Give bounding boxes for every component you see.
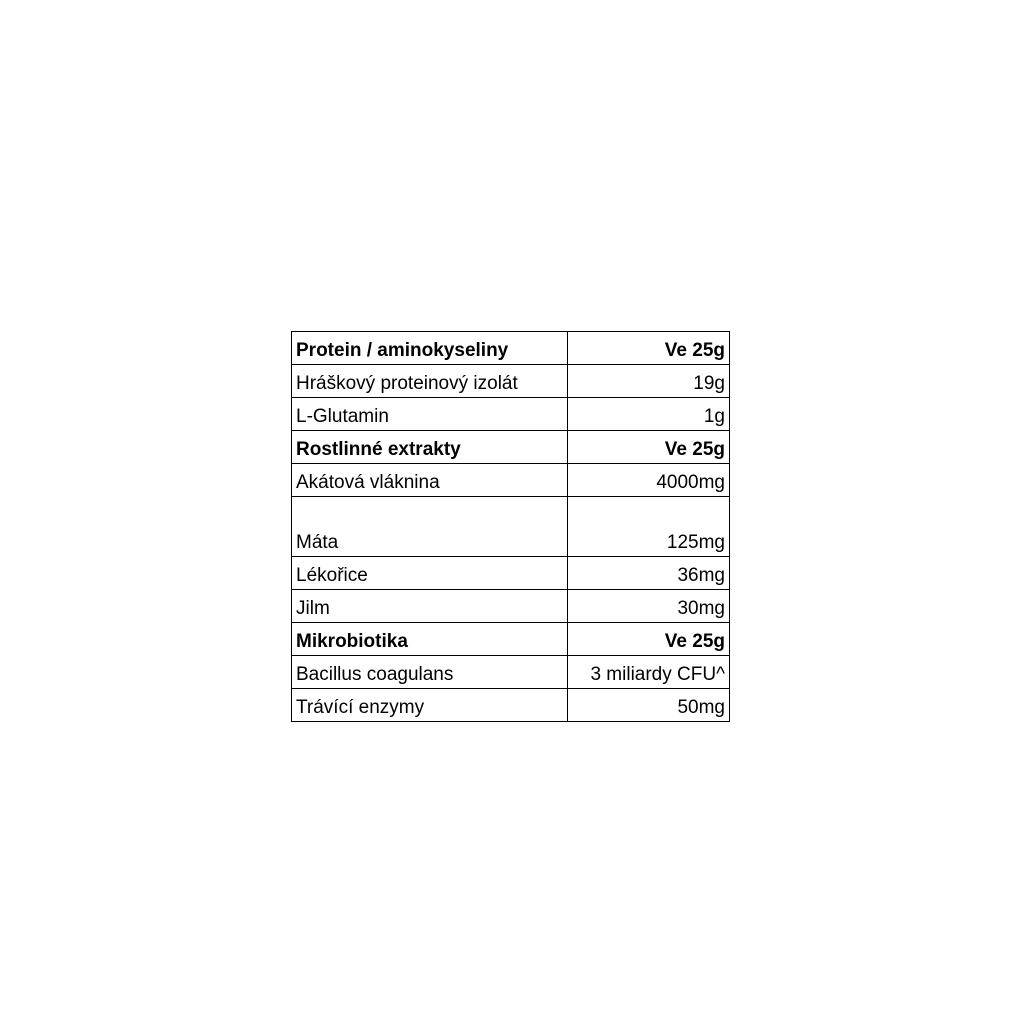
ingredient-amount: 1g xyxy=(568,398,730,431)
ingredient-amount: 19g xyxy=(568,365,730,398)
table-row xyxy=(292,497,730,557)
ingredient-name: L-Glutamin xyxy=(292,398,568,431)
section-name: Rostlinné extrakty xyxy=(292,431,568,464)
section-header-row xyxy=(292,623,730,656)
ingredient-name: Hráškový proteinový izolát xyxy=(292,365,568,398)
ingredient-amount: 4000mg xyxy=(568,464,730,497)
ingredient-name: Jilm xyxy=(292,590,568,623)
table-row xyxy=(292,590,730,623)
ingredient-amount: 125mg xyxy=(568,497,730,557)
ingredient-name: Bacillus coagulans xyxy=(292,656,568,689)
table-row xyxy=(292,656,730,689)
nutrition-table xyxy=(291,331,730,722)
ingredient-amount: 3 miliardy CFU^ xyxy=(568,656,730,689)
table-row xyxy=(292,689,730,722)
section-name: Mikrobiotika xyxy=(292,623,568,656)
section-header-row xyxy=(292,431,730,464)
table-row xyxy=(292,557,730,590)
section-serving: Ve 25g xyxy=(568,332,730,365)
ingredient-amount: 36mg xyxy=(568,557,730,590)
ingredient-amount: 30mg xyxy=(568,590,730,623)
section-serving: Ve 25g xyxy=(568,623,730,656)
ingredient-name: Lékořice xyxy=(292,557,568,590)
section-header-row xyxy=(292,332,730,365)
section-name: Protein / aminokyseliny xyxy=(292,332,568,365)
ingredient-name: Akátová vláknina xyxy=(292,464,568,497)
table-row xyxy=(292,398,730,431)
section-serving: Ve 25g xyxy=(568,431,730,464)
table-row xyxy=(292,464,730,497)
table-row xyxy=(292,365,730,398)
ingredient-name: Máta xyxy=(292,497,568,557)
ingredient-amount: 50mg xyxy=(568,689,730,722)
ingredient-name: Trávící enzymy xyxy=(292,689,568,722)
